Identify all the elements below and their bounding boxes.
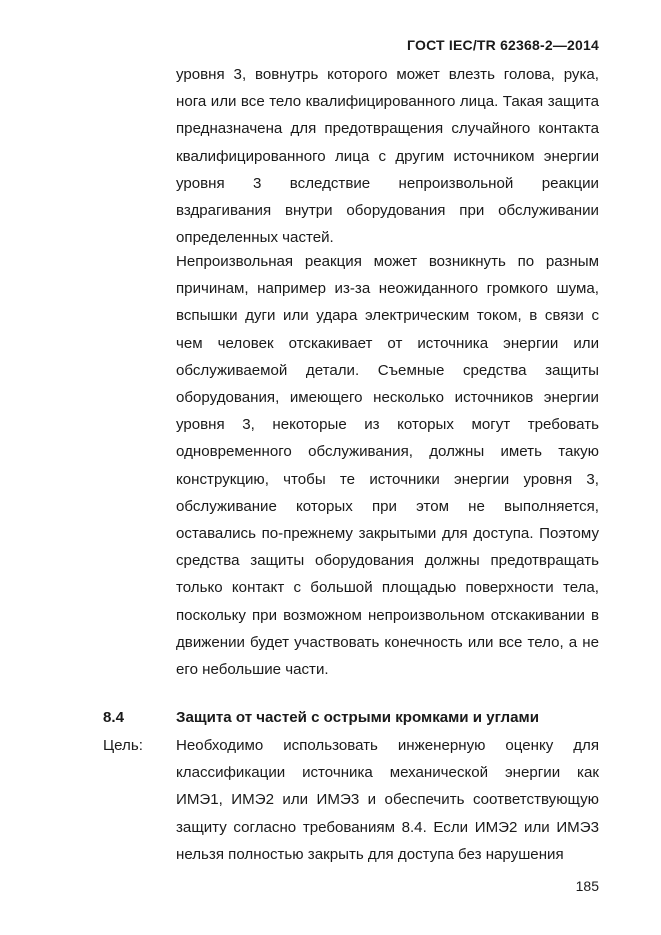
goal-paragraph: Необходимо использовать инженерную оценку для классификации источника механической энергии как ИМЭ1, ИМЭ2 или ИМЭ3 и обеспечить соответствующую защиту согласно требованиям 8.4. Если ИМЭ2 или ИМЭ3 нельзя полностью закрыть для доступа без нарушения — [176, 737, 599, 863]
paragraph-involuntary-reaction: Непроизвольная реакция может возникнуть по разным причинам, например из-за неожиданного громкого шума, вспышки дуги или удара электрическим током, в связи с чем человек отскакивает от источника энергии или обслуживаемой детали. Съемные средства защиты оборудования, имеющего несколько источников энергии уровня 3, некоторые из которых могут требовать одновременного обслуживания, должны иметь такую конструкцию, чтобы те источники энергии уровня 3, обслуживание которых при этом не выполняется, оставались по-прежнему закрытыми для доступа. Поэтому средства защиты оборудования должны предотвращать только контакт с большой площадью поверхности тела, поскольку при возможном непроизвольном отскакивании в движении будет участвовать конечность или все тело, а не его небольшие части. — [176, 253, 599, 679]
section-number: 8.4 — [103, 709, 124, 726]
goal-label: Цель: — [103, 737, 143, 754]
section-title: Защита от частей с острыми кромками и углами — [176, 709, 539, 726]
standard-header: ГОСТ IEC/TR 62368-2—2014 — [407, 37, 599, 53]
paragraph-continuation: уровня 3, вовнутрь которого может влезть голова, рука, нога или все тело квалифицированного лица. Такая защита предназначена для предотвращения случайного контакта квалифицированного лица с другим источником энергии уровня 3 вследствие непроизвольной реакции вздрагивания внутри оборудования при обслуживании определенных частей. — [176, 66, 599, 247]
page-number: 185 — [575, 878, 599, 894]
